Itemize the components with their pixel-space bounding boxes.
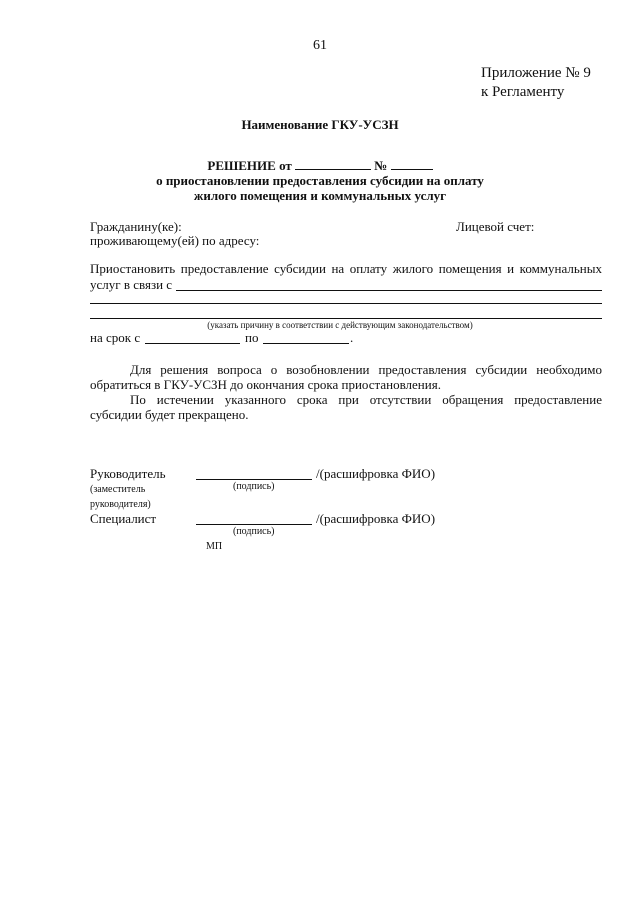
specialist-fio-hint: /(расшифровка ФИО) bbox=[316, 511, 436, 526]
decision-heading bbox=[0, 158, 640, 203]
term-to-blank bbox=[263, 343, 349, 344]
renewal-paragraph: Для решения вопроса о возобновлении предоставления субсидии необходимо обратиться в ГКУ-УСЗН до окончания срока приостановления. bbox=[90, 362, 602, 392]
appendix-number: Приложение № 9 bbox=[481, 65, 591, 81]
suspend-statement: Приостановить предоставление субсидии на оплату жилого помещения и коммунальных bbox=[90, 261, 602, 276]
decision-subtitle-line1: о приостановлении предоставления субсидии на оплату bbox=[156, 173, 484, 188]
specialist-signature-line bbox=[196, 524, 312, 525]
deputy-label-line2: руководителя) bbox=[90, 499, 151, 510]
term-from-blank bbox=[145, 343, 240, 344]
appendix-regulation: к Регламенту bbox=[481, 84, 565, 100]
account-label: Лицевой счет: bbox=[456, 219, 535, 234]
reason-line-3 bbox=[90, 318, 602, 319]
head-label: Руководитель bbox=[90, 466, 166, 481]
head-fio-hint: /(расшифровка ФИО) bbox=[316, 466, 436, 481]
organization-name: Наименование ГКУ-УСЗН bbox=[241, 117, 399, 132]
specialist-signature-hint: (подпись) bbox=[233, 526, 275, 537]
decision-number-blank bbox=[391, 158, 433, 170]
reason-line-2 bbox=[90, 303, 602, 304]
stamp-place: МП bbox=[206, 541, 223, 552]
address-label: проживающему(ей) по адресу: bbox=[90, 233, 260, 248]
deputy-label-line1: (заместитель bbox=[90, 484, 146, 495]
term-to-label: по bbox=[245, 330, 259, 345]
termination-paragraph: По истечении указанного срока при отсутствии обращения предоставление субсидии будет прекращено. bbox=[90, 392, 602, 422]
term-from-label: на срок с bbox=[90, 330, 141, 345]
citizen-label: Гражданину(ке): bbox=[90, 219, 182, 234]
page-number: 61 bbox=[313, 38, 327, 53]
decision-subtitle-line2: жилого помещения и коммунальных услуг bbox=[193, 188, 447, 203]
decision-date-blank bbox=[295, 158, 371, 170]
suspend-reason-label: услуг в связи с bbox=[90, 277, 173, 292]
head-signature-hint: (подпись) bbox=[233, 481, 275, 492]
decision-title bbox=[0, 158, 640, 173]
reason-line-1 bbox=[176, 290, 602, 291]
decision-title-number-label: № bbox=[374, 158, 388, 173]
decision-title-date-label: РЕШЕНИЕ от bbox=[207, 158, 292, 173]
specialist-label: Специалист bbox=[90, 511, 157, 526]
head-signature-line bbox=[196, 479, 312, 480]
appendix-reference bbox=[481, 64, 591, 102]
reason-hint: (указать причину в соответствии с действующим законодательством) bbox=[207, 320, 473, 330]
term-end: . bbox=[350, 330, 354, 345]
